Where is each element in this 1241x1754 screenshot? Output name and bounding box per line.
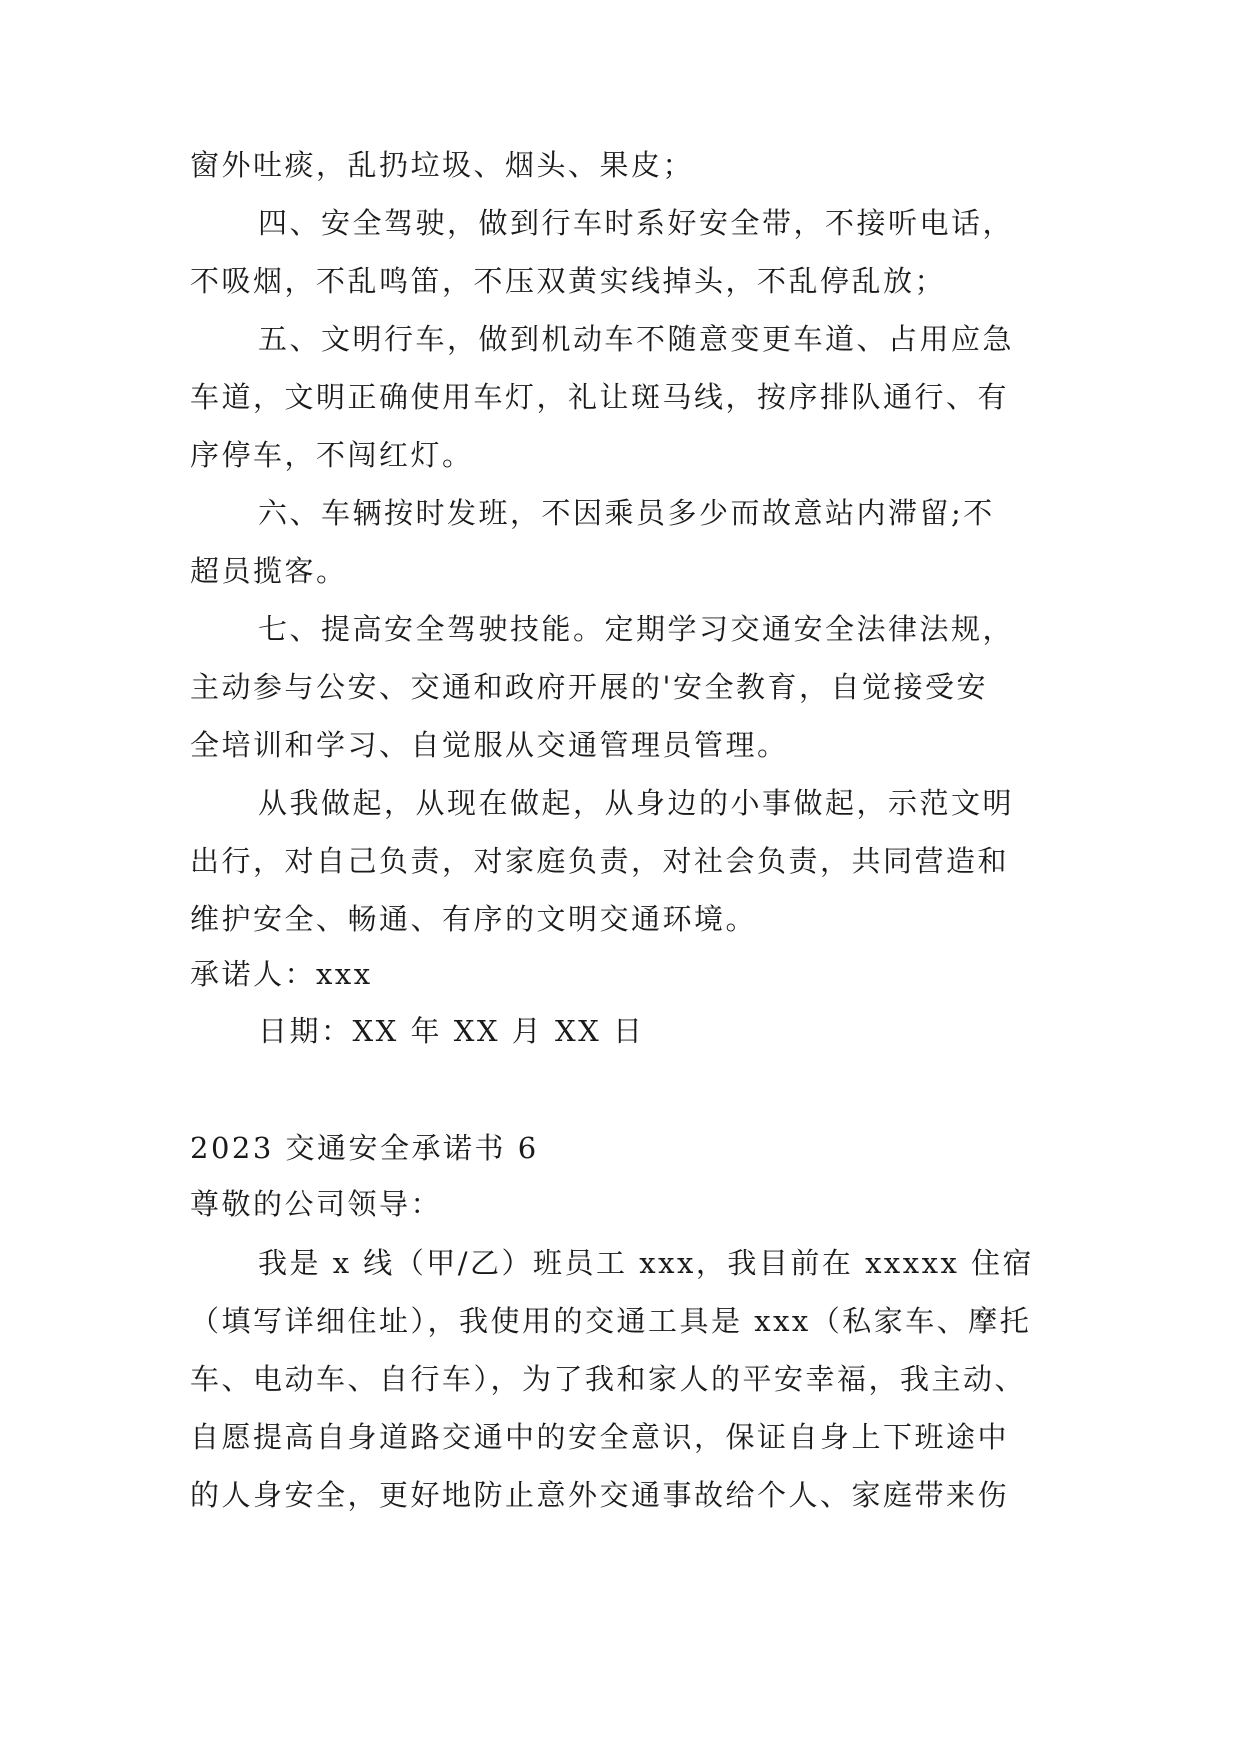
text-line: 窗外吐痰，乱扔垃圾、烟头、果皮； (190, 148, 695, 182)
text-line: 不吸烟，不乱鸣笛，不压双黄实线掉头，不乱停乱放； (190, 264, 947, 298)
text-line: 全培训和学习、自觉服从交通管理员管理。 (190, 728, 789, 762)
paragraph-5-start: 五、文明行车，做到机动车不随意变更车道、占用应急 (258, 322, 1015, 356)
date-line: 日期：XX 年 XX 月 XX 日 (258, 1014, 645, 1048)
paragraph-7-start: 七、提高安全驾驶技能。定期学习交通安全法律法规， (258, 612, 1015, 646)
text-line: 出行，对自己负责，对家庭负责，对社会负责，共同营造和 (190, 844, 1010, 878)
text-line: 主动参与公安、交通和政府开展的'安全教育，自觉接受安 (190, 670, 988, 704)
salutation: 尊敬的公司领导： (190, 1187, 443, 1221)
closing-paragraph-start: 从我做起，从现在做起，从身边的小事做起，示范文明 (258, 786, 1015, 820)
section-title: 2023 交通安全承诺书 6 (190, 1131, 539, 1165)
text-line: 自愿提高自身道路交通中的安全意识，保证自身上下班途中 (190, 1420, 1010, 1454)
text-line: 的人身安全，更好地防止意外交通事故给个人、家庭带来伤 (190, 1478, 1010, 1512)
signer-line: 承诺人：xxx (190, 957, 373, 991)
text-line: 维护安全、畅通、有序的文明交通环境。 (190, 902, 758, 936)
text-line: 序停车，不闯红灯。 (190, 438, 474, 472)
text-line: 车、电动车、自行车），为了我和家人的平安幸福，我主动、 (190, 1362, 1027, 1396)
text-line: 超员揽客。 (190, 554, 348, 588)
body-paragraph-start: 我是 x 线（甲/乙）班员工 xxx，我目前在 xxxxx 住宿 (258, 1246, 1035, 1280)
paragraph-4-start: 四、安全驾驶，做到行车时系好安全带，不接听电话， (258, 206, 1015, 240)
paragraph-6-start: 六、车辆按时发班，不因乘员多少而故意站内滞留;不 (258, 496, 995, 530)
text-line: 车道，文明正确使用车灯，礼让斑马线，按序排队通行、有 (190, 380, 1010, 414)
text-line: （填写详细住址），我使用的交通工具是 xxx（私家车、摩托 (190, 1304, 1032, 1338)
